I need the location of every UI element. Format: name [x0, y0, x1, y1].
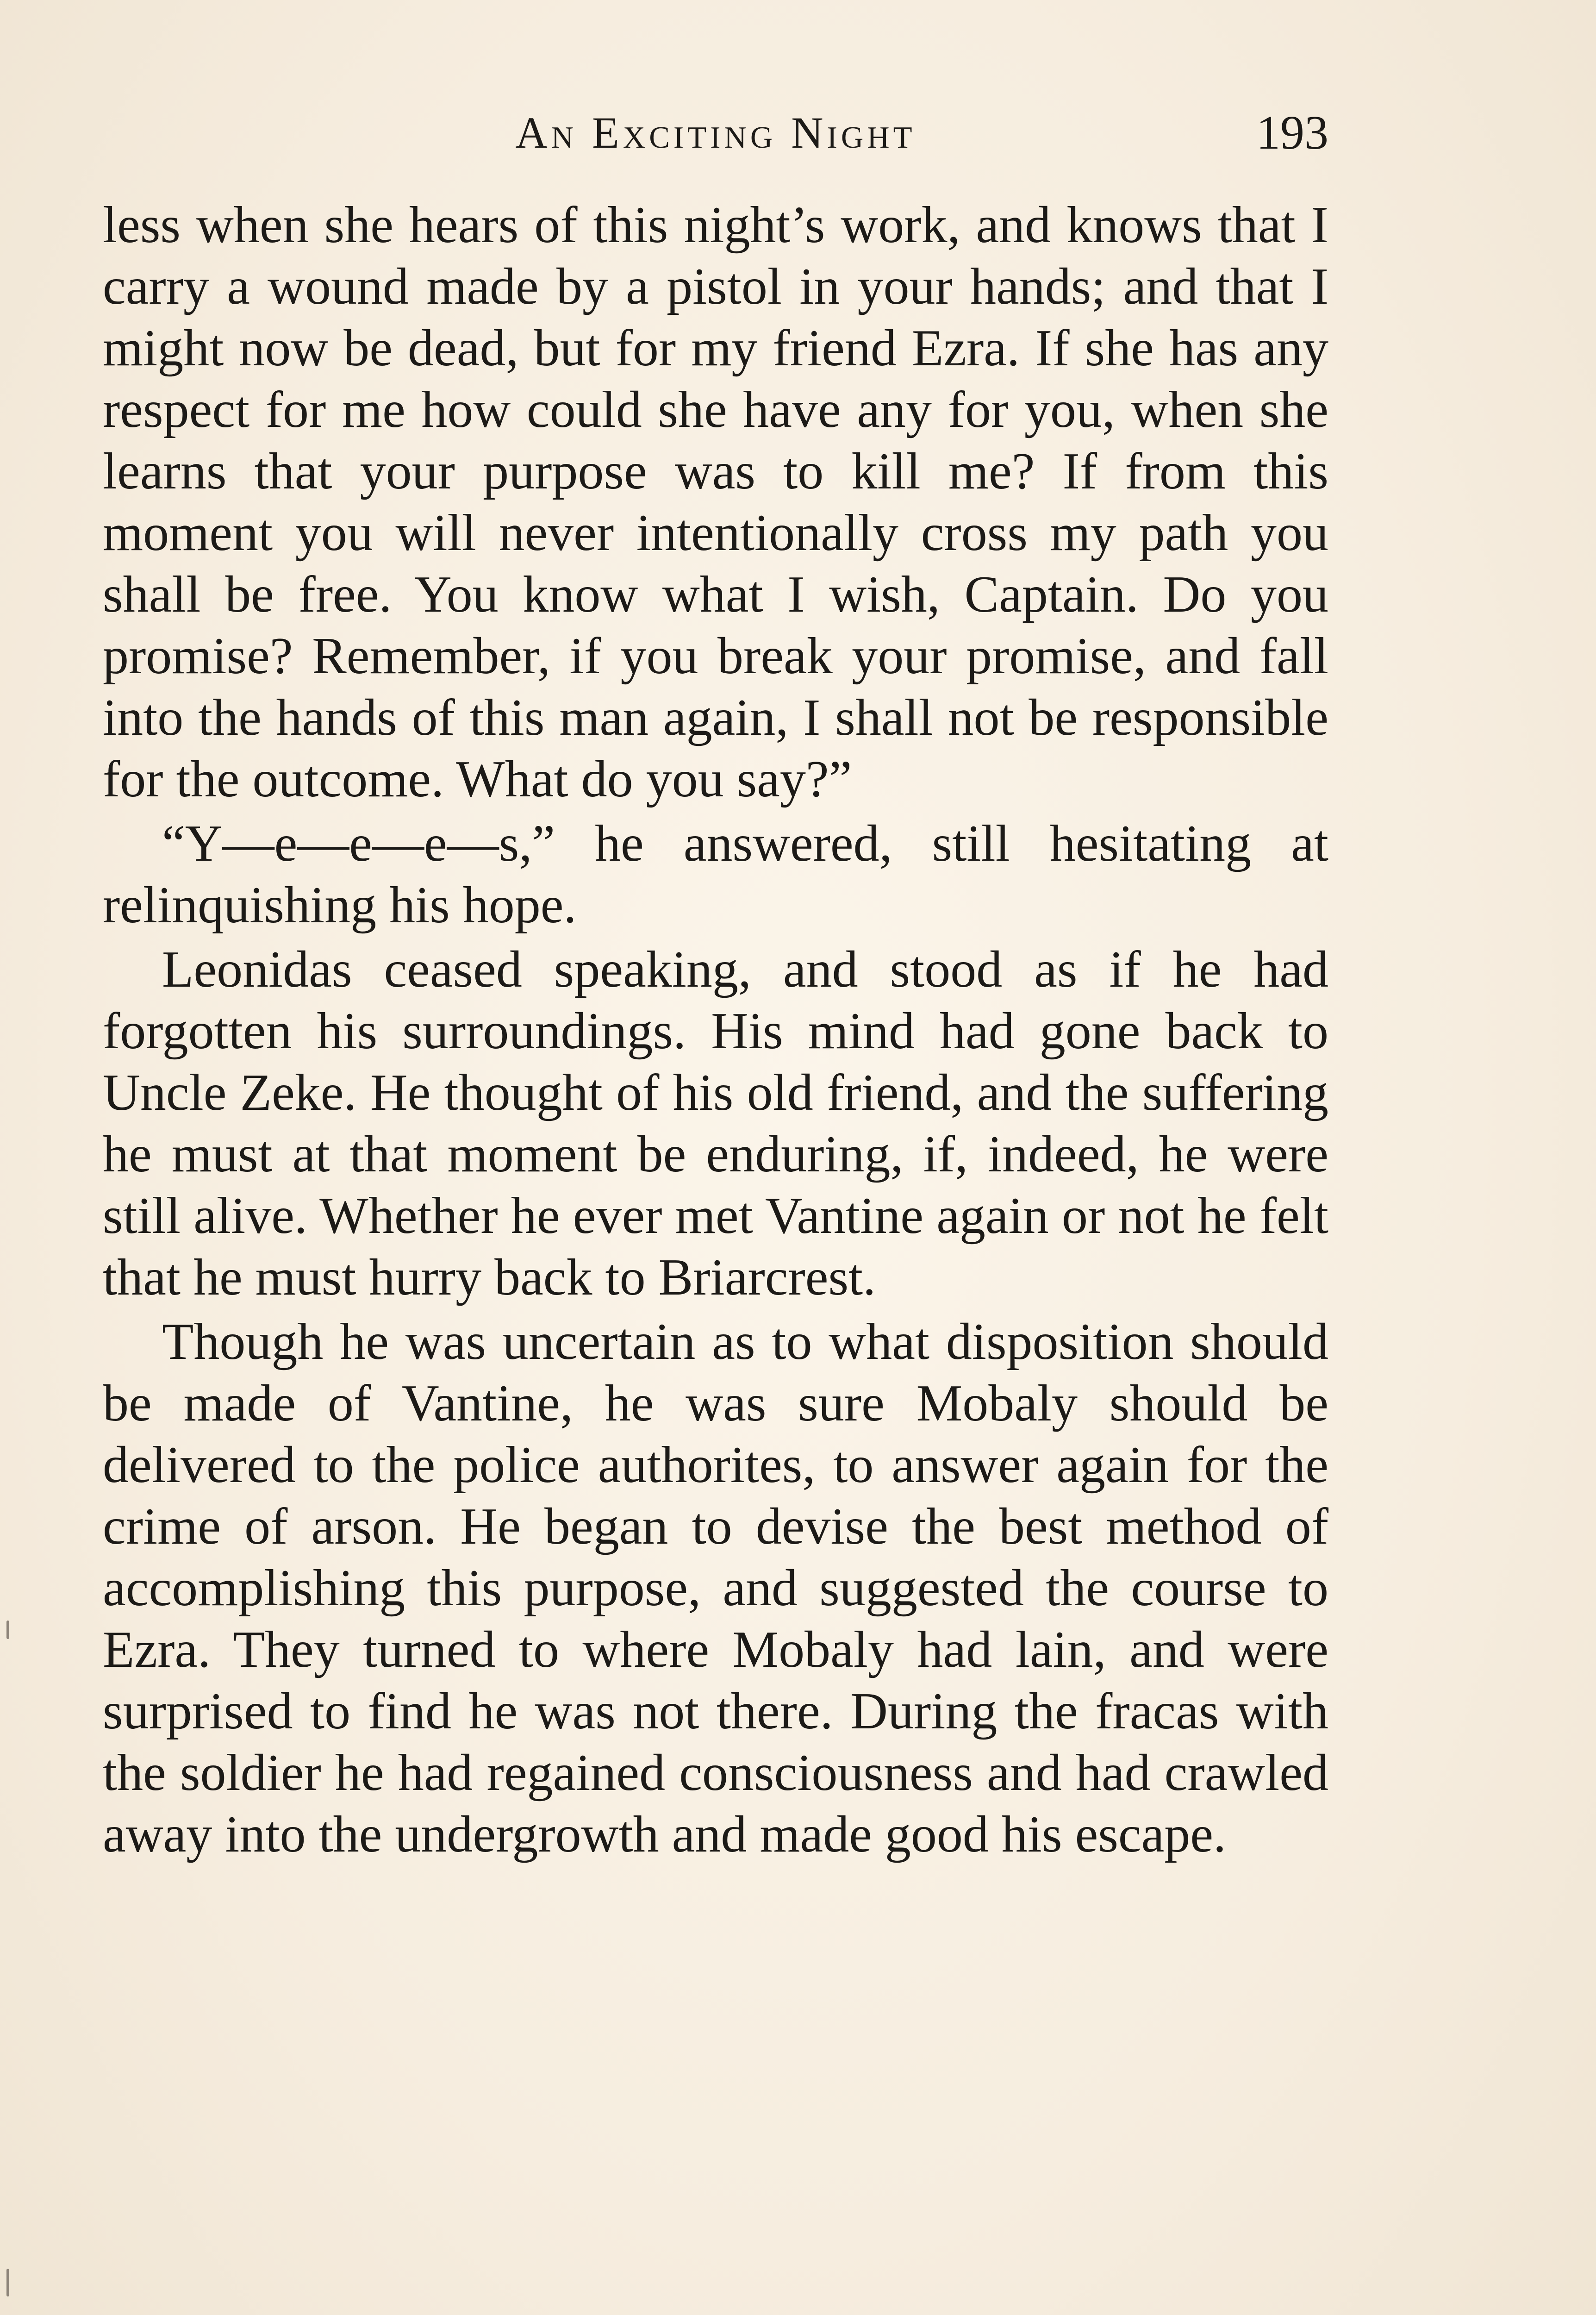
paragraph-leonidas: Leonidas ceased speaking, and stood as if he had forgotten his surroundings. His mind had gone back to Uncle Zeke. He thought of his old friend, and the suffering he must at that moment be enduring, if, indeed, he were still alive. Whether he ever met Vantine again or not he felt that he must hurry back to Briarcrest.	[103, 941, 1328, 1306]
paragraph-continuation: less when she hears of this night’s work, and knows that I carry a wound made by a pistol in your hands; and that I might now be dead, but for my friend Ezra. If she has any respect for me how could she have any for you, when she learns that your purpose was to kill me? If from this moment you will never intentionally cross my path you shall be free. You know what I wish, Captain. Do you promise? Remember, if you break your promise, and fall into the hands of this man again, I shall not be responsible for the outcome. What do you say?”	[103, 196, 1328, 808]
page-edge-mark	[6, 1620, 9, 1639]
running-title: An Exciting Night	[515, 108, 916, 157]
paragraph-mobaly-escape: Though he was uncertain as to what disposition should be made of Vantine, he was sure Mobaly should be delivered to the police authorites, to answer again for the crime of arson. He began to devise the best method of accomplishing this purpose, and suggested the course to Ezra. They turned to where Mobaly had lain, and were surprised to find he was not there. During the fracas with the soldier he had regained consciousness and had crawled away into the undergrowth and made good his escape.	[103, 1313, 1328, 1863]
page-edge-mark	[6, 2269, 9, 2296]
body-text	[103, 194, 1328, 1868]
running-head	[103, 103, 1328, 163]
paragraph-dialogue: “Y—e—e—e—s,” he answered, still hesitating at relinquishing his hope.	[103, 815, 1328, 934]
page-number: 193	[1256, 106, 1328, 159]
